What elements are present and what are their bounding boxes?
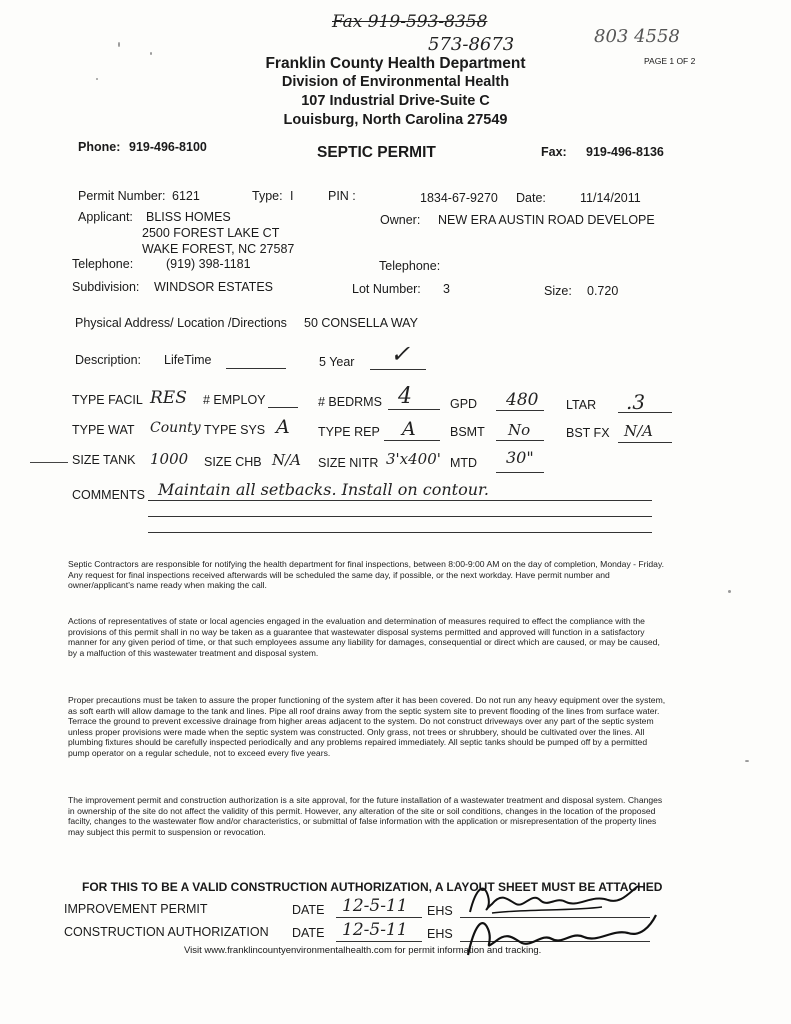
gpd-blank: [496, 410, 544, 411]
employ-blank: [268, 407, 298, 408]
scan-speck: [728, 590, 731, 593]
type-rep-blank: [384, 440, 440, 441]
permit-number-label: Permit Number:: [78, 189, 166, 203]
size-tank-value: 1000: [150, 450, 189, 468]
handwritten-new-fax: 573-8673: [428, 34, 515, 55]
comments-label: COMMENTS: [72, 488, 145, 502]
owner-value: NEW ERA AUSTIN ROAD DEVELOPE: [438, 213, 655, 227]
description-label: Description:: [75, 353, 141, 367]
type-sys-value: A: [276, 416, 290, 438]
size-chb-label: SIZE CHB: [204, 455, 262, 469]
bsmt-blank: [496, 440, 544, 441]
paragraph-inspections: Septic Contractors are responsible for notifying the health department for final inspections, between 8:00-9:00 AM on the day of completion, Monday - Friday. Any request for final inspections received afterwards will be scheduled the same day, if possible, or the next workday. Have permit number and owner/applicant's name ready when making the call.: [68, 559, 665, 591]
applicant-label: Applicant:: [78, 210, 133, 224]
lifetime-blank: [226, 368, 286, 369]
construction-ehs-label: EHS: [427, 927, 453, 941]
website-notice: Visit www.franklincountyenvironmentalhealth.com for permit information and tracking.: [184, 945, 542, 956]
type-facil-value: RES: [150, 388, 187, 408]
fax-value: 919-496-8136: [586, 145, 664, 159]
comments-line-3: [148, 532, 652, 533]
paragraph-precautions: Proper precautions must be taken to assure the proper functioning of the system after it has been covered. Do not run any heavy equipment over the system, as soft earth will allow damage to the tank and lines. Pipe all roof drains away from the septic system site to prevent flooding of the lines from surface water. Terrace the ground to prevent excessive drainage from higher areas adjacent to the system. Do not construct driveways over any part of the septic system unless proper provisions were made when the septic system was constructed. Only grass, not trees or shrubbery, should be cultivated over the lines. All plumbing fixtures should be carefully inspected periodically and any problems repaired immediately. All septic tanks should be pumped off by a permitted pump operator on a regular schedule, not to exceed every five years.: [68, 695, 666, 758]
construction-authorization-label: CONSTRUCTION AUTHORIZATION: [64, 925, 269, 939]
scan-speck: [745, 760, 749, 762]
bedrms-value: 4: [398, 384, 412, 409]
type-rep-label: TYPE REP: [318, 425, 380, 439]
lifetime-label: LifeTime: [164, 353, 212, 367]
mtd-value: 30": [506, 448, 534, 467]
physical-address-label: Physical Address/ Location /Directions: [75, 316, 287, 330]
applicant-name: BLISS HOMES: [146, 210, 231, 224]
type-label: Type:: [252, 189, 283, 203]
bsmt-label: BSMT: [450, 425, 485, 439]
comments-line-2: [148, 516, 652, 517]
scan-speck: [118, 42, 120, 47]
pin-label: PIN :: [328, 189, 356, 203]
bedrms-blank: [388, 409, 440, 410]
type-wat-label: TYPE WAT: [72, 423, 135, 437]
applicant-address-1: 2500 FOREST LAKE CT: [142, 226, 280, 240]
lot-number-label: Lot Number:: [352, 282, 421, 296]
paragraph-liability: Actions of representatives of state or local agencies engaged in the evaluation and determination of measures required to effect the compliance with the provisions of this permit shall in no way be taken as a guarantee that wastewater disposal systems permitted and approved will function in a satisfactory manner for any given period of time, or that such employees assume any liability for damages, consequential or direct which are caused, or may be caused, by a malfuction of this wastewater treatment and disposal system.: [68, 616, 660, 658]
ehs-signature-construction: [462, 905, 662, 961]
bst-fx-label: BST FX: [566, 426, 610, 440]
margin-mark: [30, 462, 68, 463]
date-value: 11/14/2011: [580, 191, 641, 205]
improvement-permit-label: IMPROVEMENT PERMIT: [64, 902, 208, 916]
ltar-value: .3: [626, 390, 646, 414]
improvement-date-label: DATE: [292, 903, 325, 917]
owner-label: Owner:: [380, 213, 421, 227]
five-year-checkmark: ✓: [390, 340, 411, 368]
size-nitr-value: 3'x400': [386, 450, 441, 468]
employ-label: # EMPLOY: [203, 393, 266, 407]
phone-value: 919-496-8100: [129, 140, 207, 154]
division-name: Division of Environmental Health: [281, 74, 510, 90]
bst-fx-blank: [618, 442, 672, 443]
phone-label: Phone:: [78, 140, 121, 154]
comments-line-1: [148, 500, 652, 501]
page-number: PAGE 1 OF 2: [644, 56, 696, 66]
physical-address-value: 50 CONSELLA WAY: [304, 316, 418, 330]
pin-value: 1834-67-9270: [420, 191, 498, 205]
mtd-blank: [496, 472, 544, 473]
five-year-blank: [370, 369, 426, 370]
bsmt-value: No: [508, 421, 531, 439]
subdivision-value: WINDSOR ESTATES: [154, 280, 273, 294]
mtd-label: MTD: [450, 456, 478, 470]
fax-label: Fax:: [541, 145, 567, 159]
date-label: Date:: [516, 191, 546, 205]
lot-number-value: 3: [443, 282, 450, 296]
subdivision-label: Subdivision:: [72, 280, 140, 294]
org-name: Franklin County Health Department: [265, 55, 526, 72]
size-label: Size:: [544, 284, 572, 298]
paragraph-authorization: The improvement permit and construction authorization is a site approval, for the future installation of a wastewater treatment and disposal system. Changes in ownership of the site do not affect the validity of this permit. However, any alteration of the site or soil conditions, changes in the location of the proposed facilty, changes to the wastewater flow and/or characteristics, or submittal of false information with the application or misrepresentation of the property lines may subject this permit to suspension or revocation.: [68, 795, 663, 837]
construction-date-label: DATE: [292, 926, 325, 940]
type-facil-label: TYPE FACIL: [72, 393, 143, 407]
comments-value: Maintain all setbacks. Install on contour.: [158, 480, 489, 499]
construction-date-blank: [336, 941, 422, 942]
address-line-2: Louisburg, North Carolina 27549: [283, 112, 508, 128]
handwritten-corner-number: 803 4558: [594, 26, 680, 47]
gpd-value: 480: [506, 390, 539, 410]
size-nitr-label: SIZE NITR: [318, 456, 379, 470]
bst-fx-value: N/A: [624, 422, 654, 440]
type-sys-label: TYPE SYS: [204, 423, 266, 437]
type-value: I: [290, 189, 294, 203]
improvement-date-blank: [336, 917, 422, 918]
size-chb-value: N/A: [272, 451, 302, 469]
document-title: SEPTIC PERMIT: [317, 144, 436, 161]
size-value: 0.720: [587, 284, 619, 298]
ltar-label: LTAR: [566, 398, 597, 412]
five-year-label: 5 Year: [319, 355, 355, 369]
telephone-label: Telephone:: [72, 257, 134, 271]
applicant-address-2: WAKE FOREST, NC 27587: [142, 242, 295, 256]
permit-number: 6121: [172, 189, 200, 203]
telephone-value: (919) 398-1181: [166, 257, 251, 271]
construction-date-value: 12-5-11: [342, 920, 408, 940]
handwritten-old-fax: Fax 919-593-8358: [332, 12, 488, 32]
type-wat-value: County: [150, 420, 201, 436]
owner-telephone-label: Telephone:: [379, 259, 441, 273]
bedrms-label: # BEDRMS: [318, 395, 382, 409]
layout-sheet-notice: FOR THIS TO BE A VALID CONSTRUCTION AUTHORIZATION, A LAYOUT SHEET MUST BE ATTACHED: [82, 880, 663, 894]
improvement-date-value: 12-5-11: [342, 896, 408, 916]
ltar-blank: [618, 412, 672, 413]
type-rep-value: A: [402, 418, 416, 440]
address-line-1: 107 Industrial Drive-Suite C: [301, 93, 490, 109]
gpd-label: GPD: [450, 397, 478, 411]
size-tank-label: SIZE TANK: [72, 453, 136, 467]
improvement-ehs-label: EHS: [427, 904, 453, 918]
